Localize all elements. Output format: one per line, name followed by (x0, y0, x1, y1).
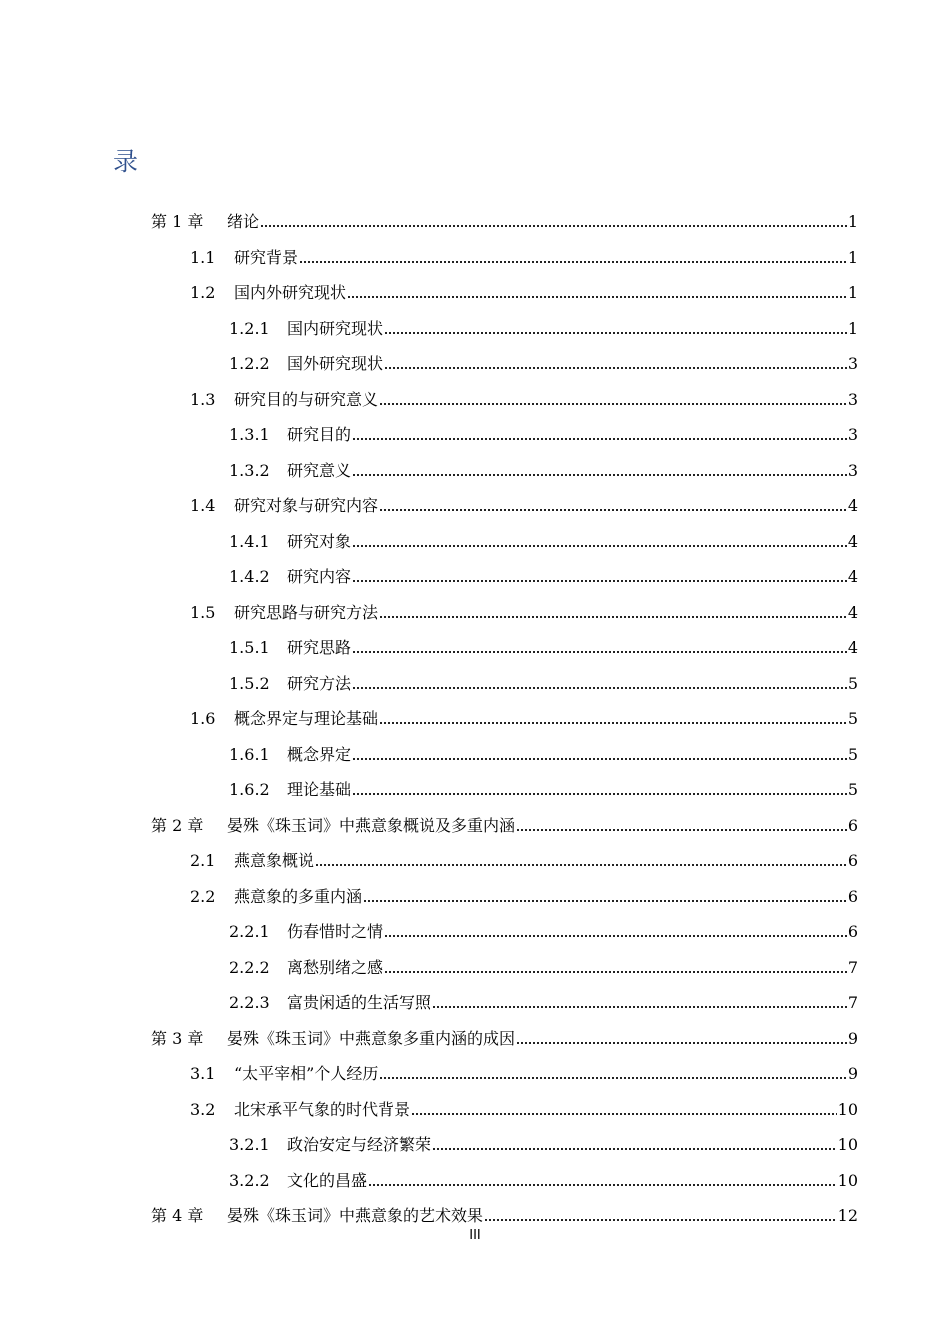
toc-entry-number: 2.2.2 (229, 958, 270, 977)
toc-entry-number: 第 2 章 (151, 816, 204, 835)
toc-dot-leader (368, 1177, 837, 1187)
toc-entry-title: 晏殊《珠玉词》中燕意象多重内涵的成因 (227, 1029, 516, 1048)
toc-entry-title: 研究意义 (287, 461, 352, 480)
toc-entry-number: 1.5 (190, 603, 216, 622)
toc-entry[interactable] (229, 562, 858, 588)
toc-entry[interactable] (229, 349, 858, 375)
toc-entry[interactable] (190, 882, 858, 908)
toc-entry-number: 3.2.1 (229, 1135, 270, 1154)
toc-entry-number: 1.2.1 (229, 319, 270, 338)
toc-dot-leader (299, 254, 847, 264)
toc-dot-leader (363, 893, 847, 903)
toc-entry-page: 7 (847, 993, 858, 1012)
toc-entry-page: 6 (847, 922, 858, 941)
toc-entry-page: 9 (847, 1029, 858, 1048)
toc-entry-page: 10 (837, 1135, 858, 1154)
toc-dot-leader (432, 1141, 837, 1151)
toc-entry-page: 3 (847, 461, 858, 480)
toc-entry-title: 研究内容 (287, 567, 352, 586)
toc-dot-leader (260, 218, 847, 228)
toc-entry-title: 研究思路 (287, 638, 352, 657)
toc-entry-page: 1 (847, 319, 858, 338)
toc-entry-number: 1.2 (190, 283, 216, 302)
toc-entry[interactable] (229, 633, 858, 659)
toc-entry-title: 研究方法 (287, 674, 352, 693)
toc-dot-leader (411, 1106, 837, 1116)
toc-entry-number: 3.1 (190, 1064, 216, 1083)
toc-dot-leader (384, 325, 847, 335)
toc-entry-number: 1.1 (190, 248, 216, 267)
toc-entry-page: 4 (847, 603, 858, 622)
toc-entry-page: 6 (847, 887, 858, 906)
toc-entry-title: 晏殊《珠玉词》中燕意象概说及多重内涵 (227, 816, 516, 835)
toc-entry[interactable] (229, 953, 858, 979)
toc-dot-leader (347, 289, 847, 299)
toc-entry-title: 燕意象的多重内涵 (234, 887, 363, 906)
toc-entry[interactable] (190, 491, 858, 517)
toc-dot-leader (352, 751, 847, 761)
toc-entry-number: 1.4.2 (229, 567, 270, 586)
toc-entry-page: 5 (847, 674, 858, 693)
toc-entry[interactable] (229, 420, 858, 446)
toc-entry-number: 1.5.1 (229, 638, 270, 657)
toc-entry-number: 2.2.3 (229, 993, 270, 1012)
toc-entry-page: 4 (847, 638, 858, 657)
toc-entry[interactable] (190, 598, 858, 624)
toc-entry-page: 1 (847, 212, 858, 231)
toc-dot-leader (384, 928, 847, 938)
toc-entry-number: 1.4.1 (229, 532, 270, 551)
toc-entry[interactable] (190, 1059, 858, 1085)
toc-entry-page: 7 (847, 958, 858, 977)
toc-entry-title: 国内外研究现状 (234, 283, 347, 302)
toc-entry-number: 2.1 (190, 851, 216, 870)
toc-entry[interactable] (151, 1201, 858, 1227)
toc-entry-number: 1.6.1 (229, 745, 270, 764)
toc-entry-title: 研究对象与研究内容 (234, 496, 379, 515)
toc-entry[interactable] (190, 385, 858, 411)
toc-entry[interactable] (190, 704, 858, 730)
toc-dot-leader (379, 1070, 846, 1080)
toc-entry-title: 文化的昌盛 (287, 1171, 368, 1190)
toc-entry-page: 9 (847, 1064, 858, 1083)
toc-entry-page: 3 (847, 354, 858, 373)
toc-dot-leader (352, 431, 847, 441)
toc-entry-title: 政治安定与经济繁荣 (287, 1135, 432, 1154)
toc-entry-number: 1.6 (190, 709, 216, 728)
toc-dot-leader (384, 360, 847, 370)
toc-entry-title: 概念界定 (287, 745, 352, 764)
toc-entry-number: 1.4 (190, 496, 216, 515)
toc-entry-page: 12 (837, 1206, 858, 1225)
toc-dot-leader (379, 609, 847, 619)
toc-entry-title: 国内研究现状 (287, 319, 384, 338)
toc-entry-title: 国外研究现状 (287, 354, 384, 373)
toc-dot-leader (352, 680, 847, 690)
toc-entry-number: 3.2.2 (229, 1171, 270, 1190)
toc-dot-leader (516, 822, 847, 832)
toc-dot-leader (352, 538, 847, 548)
toc-entry-title: 离愁别绪之感 (287, 958, 384, 977)
toc-dot-leader (516, 1035, 847, 1045)
toc-heading: 录 (113, 147, 139, 176)
toc-entry[interactable] (151, 811, 858, 837)
toc-entry-number: 1.5.2 (229, 674, 270, 693)
toc-entry-page: 3 (847, 425, 858, 444)
toc-entry[interactable] (190, 846, 858, 872)
toc-entry[interactable] (229, 917, 858, 943)
toc-entry-title: 晏殊《珠玉词》中燕意象的艺术效果 (227, 1206, 484, 1225)
toc-entry[interactable] (229, 456, 858, 482)
toc-dot-leader (352, 644, 847, 654)
toc-entry-number: 2.2 (190, 887, 216, 906)
toc-dot-leader (352, 786, 847, 796)
toc-entry-page: 6 (847, 816, 858, 835)
toc-dot-leader (379, 396, 847, 406)
toc-dot-leader (432, 999, 847, 1009)
toc-entry-number: 3.2 (190, 1100, 216, 1119)
toc-entry-number: 1.3.1 (229, 425, 270, 444)
toc-entry-title: 富贵闲适的生活写照 (287, 993, 432, 1012)
toc-dot-leader (352, 467, 847, 477)
toc-entry-number: 第 3 章 (151, 1029, 204, 1048)
toc-entry[interactable] (229, 1166, 858, 1192)
toc-entry-title: 研究思路与研究方法 (234, 603, 379, 622)
toc-entry-title: “太平宰相”个人经历 (234, 1064, 379, 1083)
toc-entry[interactable] (229, 527, 858, 553)
toc-dot-leader (352, 573, 847, 583)
toc-entry-page: 3 (847, 390, 858, 409)
toc-entry[interactable] (151, 1024, 858, 1050)
toc-entry-title: 研究目的与研究意义 (234, 390, 379, 409)
toc-entry[interactable] (151, 207, 858, 233)
toc-dot-leader (379, 715, 847, 725)
toc-entry-number: 1.2.2 (229, 354, 270, 373)
toc-entry-number: 1.3 (190, 390, 216, 409)
toc-entry[interactable] (190, 1095, 858, 1121)
toc-entry-number: 第 4 章 (151, 1206, 204, 1225)
toc-dot-leader (379, 502, 847, 512)
toc-entry-title: 北宋承平气象的时代背景 (234, 1100, 411, 1119)
toc-dot-leader (484, 1212, 837, 1222)
toc-dot-leader (384, 964, 847, 974)
toc-entry-page: 1 (847, 283, 858, 302)
toc-entry-number: 2.2.1 (229, 922, 270, 941)
toc-entry-page: 6 (847, 851, 858, 870)
toc-entry-page: 10 (837, 1171, 858, 1190)
page-number: III (469, 1228, 481, 1243)
toc-entry-title: 理论基础 (287, 780, 352, 799)
toc-entry-page: 5 (847, 780, 858, 799)
toc-entry-page: 4 (847, 496, 858, 515)
toc-entry-page: 10 (837, 1100, 858, 1119)
toc-entry[interactable] (229, 1130, 858, 1156)
toc-entry-number: 1.6.2 (229, 780, 270, 799)
toc-entry-title: 燕意象概说 (234, 851, 315, 870)
toc-entry-title: 研究背景 (234, 248, 299, 267)
toc-entry[interactable] (229, 740, 858, 766)
toc-entry-page: 4 (847, 567, 858, 586)
toc-entry[interactable] (229, 775, 858, 801)
toc-entry-title: 研究目的 (287, 425, 352, 444)
toc-entry-page: 1 (847, 248, 858, 267)
toc-entry-title: 研究对象 (287, 532, 352, 551)
toc-entry-number: 1.3.2 (229, 461, 270, 480)
toc-entry[interactable] (190, 243, 858, 269)
toc-entry[interactable] (229, 314, 858, 340)
toc-entry-title: 概念界定与理论基础 (234, 709, 379, 728)
toc-entry[interactable] (190, 278, 858, 304)
toc-entry[interactable] (229, 988, 858, 1014)
toc-entry-page: 5 (847, 745, 858, 764)
toc-entry-title: 伤春惜时之情 (287, 922, 384, 941)
toc-entry-title: 绪论 (227, 212, 260, 231)
toc-entry-page: 4 (847, 532, 858, 551)
toc-dot-leader (315, 857, 847, 867)
toc-entry[interactable] (229, 669, 858, 695)
toc-entry-page: 5 (847, 709, 858, 728)
toc-entry-number: 第 1 章 (151, 212, 204, 231)
